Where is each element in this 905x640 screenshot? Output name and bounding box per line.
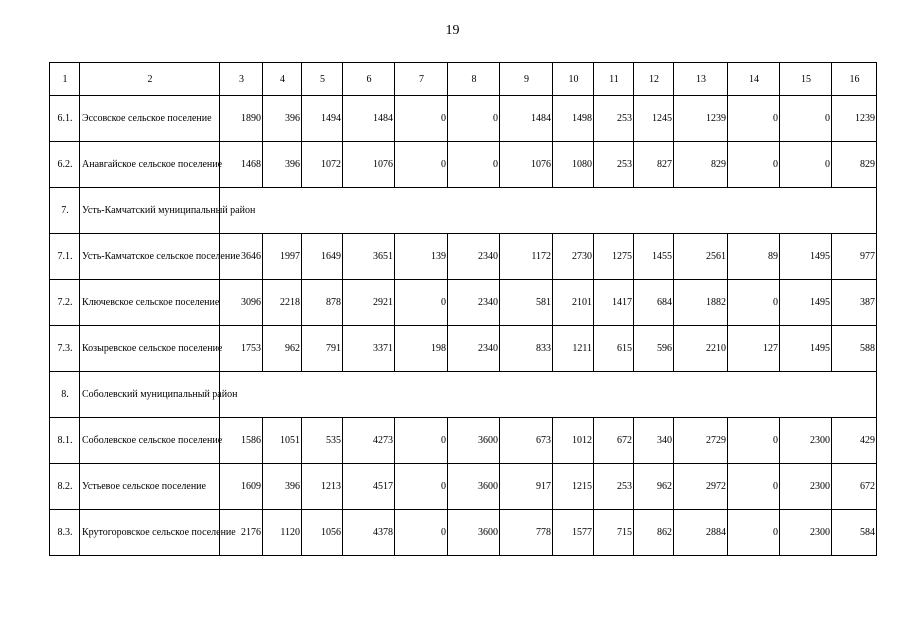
cell-col-5: 1072 <box>302 142 343 188</box>
row-code: 7.2. <box>50 280 80 326</box>
table-row <box>50 418 877 464</box>
cell-col-11: 615 <box>594 326 634 372</box>
cell-col-7: 0 <box>395 418 448 464</box>
cell-col-15: 2300 <box>780 418 832 464</box>
row-name: Усть-Камчатское сельское поселение <box>80 234 220 280</box>
column-number-6: 6 <box>343 63 395 96</box>
cell-col-16: 1239 <box>832 96 877 142</box>
cell-col-8: 3600 <box>448 418 500 464</box>
column-number-10: 10 <box>553 63 594 96</box>
cell-col-9: 778 <box>500 510 553 556</box>
row-code: 7.1. <box>50 234 80 280</box>
cell-col-10: 1080 <box>553 142 594 188</box>
cell-col-5: 1494 <box>302 96 343 142</box>
cell-col-10: 2730 <box>553 234 594 280</box>
cell-col-16: 429 <box>832 418 877 464</box>
cell-col-4: 962 <box>263 326 302 372</box>
page-number: 19 <box>445 23 460 38</box>
column-number-11: 11 <box>594 63 634 96</box>
cell-col-6: 3651 <box>343 234 395 280</box>
cell-col-13: 829 <box>674 142 728 188</box>
cell-col-14: 0 <box>728 142 780 188</box>
cell-col-6: 4517 <box>343 464 395 510</box>
column-number-3: 3 <box>220 63 263 96</box>
table-row <box>50 510 877 556</box>
cell-col-10: 1012 <box>553 418 594 464</box>
column-number-14: 14 <box>728 63 780 96</box>
row-name: Соболевское сельское поселение <box>80 418 220 464</box>
row-name: Крутогоровское сельское поселение <box>80 510 220 556</box>
row-code: 8.2. <box>50 464 80 510</box>
row-name: Эссовское сельское поселение <box>80 96 220 142</box>
cell-col-11: 672 <box>594 418 634 464</box>
column-number-8: 8 <box>448 63 500 96</box>
cell-col-15: 1495 <box>780 234 832 280</box>
cell-col-13: 1239 <box>674 96 728 142</box>
row-code: 7.3. <box>50 326 80 372</box>
cell-col-16: 977 <box>832 234 877 280</box>
row-code: 8.3. <box>50 510 80 556</box>
cell-col-12: 827 <box>634 142 674 188</box>
cell-col-13: 2884 <box>674 510 728 556</box>
cell-col-15: 2300 <box>780 464 832 510</box>
cell-col-3: 1586 <box>220 418 263 464</box>
cell-col-16: 588 <box>832 326 877 372</box>
cell-col-6: 4378 <box>343 510 395 556</box>
row-code: 6.1. <box>50 96 80 142</box>
cell-col-3: 1468 <box>220 142 263 188</box>
cell-col-5: 1213 <box>302 464 343 510</box>
cell-col-4: 1120 <box>263 510 302 556</box>
cell-col-11: 1417 <box>594 280 634 326</box>
row-name: Козыревское сельское поселение <box>80 326 220 372</box>
cell-col-15: 1495 <box>780 280 832 326</box>
table-row <box>50 326 877 372</box>
table-row <box>50 280 877 326</box>
column-number-16: 16 <box>832 63 877 96</box>
cell-col-9: 1076 <box>500 142 553 188</box>
row-name: Усть-Камчатский муниципальный район <box>80 188 220 234</box>
table-row <box>50 372 877 418</box>
cell-col-12: 684 <box>634 280 674 326</box>
cell-col-4: 396 <box>263 142 302 188</box>
row-name: Соболевский муниципальный район <box>80 372 220 418</box>
cell-col-14: 0 <box>728 510 780 556</box>
cell-col-15: 0 <box>780 96 832 142</box>
cell-col-6: 2921 <box>343 280 395 326</box>
cell-col-12: 1455 <box>634 234 674 280</box>
cell-col-5: 878 <box>302 280 343 326</box>
row-code: 8.1. <box>50 418 80 464</box>
cell-col-16: 829 <box>832 142 877 188</box>
cell-col-7: 139 <box>395 234 448 280</box>
cell-col-5: 791 <box>302 326 343 372</box>
cell-col-9: 581 <box>500 280 553 326</box>
cell-col-11: 1275 <box>594 234 634 280</box>
cell-col-7: 0 <box>395 464 448 510</box>
table-row <box>50 188 877 234</box>
cell-col-9: 833 <box>500 326 553 372</box>
cell-col-5: 1056 <box>302 510 343 556</box>
cell-col-6: 3371 <box>343 326 395 372</box>
table-row <box>50 234 877 280</box>
cell-col-3: 2176 <box>220 510 263 556</box>
column-number-7: 7 <box>395 63 448 96</box>
cell-col-13: 2210 <box>674 326 728 372</box>
cell-col-14: 127 <box>728 326 780 372</box>
cell-col-4: 396 <box>263 464 302 510</box>
cell-col-8: 0 <box>448 142 500 188</box>
cell-col-14: 0 <box>728 418 780 464</box>
cell-col-15: 0 <box>780 142 832 188</box>
cell-col-8: 2340 <box>448 234 500 280</box>
row-name: Анавгайское сельское поселение <box>80 142 220 188</box>
empty-merged-cell <box>220 188 877 234</box>
cell-col-4: 396 <box>263 96 302 142</box>
column-number-2: 2 <box>80 63 220 96</box>
cell-col-5: 535 <box>302 418 343 464</box>
row-code: 7. <box>50 188 80 234</box>
cell-col-15: 1495 <box>780 326 832 372</box>
cell-col-4: 1051 <box>263 418 302 464</box>
cell-col-9: 917 <box>500 464 553 510</box>
column-number-4: 4 <box>263 63 302 96</box>
data-table <box>49 62 877 556</box>
column-number-5: 5 <box>302 63 343 96</box>
column-number-1: 1 <box>50 63 80 96</box>
table-row <box>50 96 877 142</box>
column-number-13: 13 <box>674 63 728 96</box>
cell-col-13: 1882 <box>674 280 728 326</box>
cell-col-8: 2340 <box>448 280 500 326</box>
cell-col-3: 3096 <box>220 280 263 326</box>
cell-col-10: 2101 <box>553 280 594 326</box>
cell-col-7: 0 <box>395 510 448 556</box>
cell-col-6: 1484 <box>343 96 395 142</box>
cell-col-14: 0 <box>728 464 780 510</box>
cell-col-12: 596 <box>634 326 674 372</box>
table-row <box>50 464 877 510</box>
cell-col-14: 89 <box>728 234 780 280</box>
row-name: Устьевое сельское поселение <box>80 464 220 510</box>
cell-col-12: 340 <box>634 418 674 464</box>
cell-col-13: 2561 <box>674 234 728 280</box>
table-header-row <box>50 63 877 96</box>
row-code: 8. <box>50 372 80 418</box>
cell-col-10: 1577 <box>553 510 594 556</box>
table-row <box>50 142 877 188</box>
row-code: 6.2. <box>50 142 80 188</box>
cell-col-11: 253 <box>594 464 634 510</box>
cell-col-8: 2340 <box>448 326 500 372</box>
cell-col-9: 673 <box>500 418 553 464</box>
cell-col-12: 862 <box>634 510 674 556</box>
cell-col-11: 253 <box>594 142 634 188</box>
cell-col-13: 2729 <box>674 418 728 464</box>
cell-col-10: 1215 <box>553 464 594 510</box>
cell-col-8: 3600 <box>448 510 500 556</box>
cell-col-15: 2300 <box>780 510 832 556</box>
column-number-15: 15 <box>780 63 832 96</box>
cell-col-11: 253 <box>594 96 634 142</box>
cell-col-8: 0 <box>448 96 500 142</box>
cell-col-3: 1890 <box>220 96 263 142</box>
cell-col-6: 4273 <box>343 418 395 464</box>
cell-col-7: 0 <box>395 280 448 326</box>
cell-col-11: 715 <box>594 510 634 556</box>
cell-col-10: 1498 <box>553 96 594 142</box>
column-number-9: 9 <box>500 63 553 96</box>
cell-col-16: 672 <box>832 464 877 510</box>
cell-col-12: 1245 <box>634 96 674 142</box>
cell-col-10: 1211 <box>553 326 594 372</box>
cell-col-7: 198 <box>395 326 448 372</box>
cell-col-8: 3600 <box>448 464 500 510</box>
cell-col-16: 584 <box>832 510 877 556</box>
cell-col-3: 1753 <box>220 326 263 372</box>
cell-col-16: 387 <box>832 280 877 326</box>
cell-col-13: 2972 <box>674 464 728 510</box>
column-number-12: 12 <box>634 63 674 96</box>
cell-col-4: 1997 <box>263 234 302 280</box>
empty-merged-cell <box>220 372 877 418</box>
cell-col-9: 1484 <box>500 96 553 142</box>
cell-col-9: 1172 <box>500 234 553 280</box>
row-name: Ключевское сельское поселение <box>80 280 220 326</box>
cell-col-14: 0 <box>728 96 780 142</box>
cell-col-6: 1076 <box>343 142 395 188</box>
cell-col-7: 0 <box>395 96 448 142</box>
cell-col-3: 3646 <box>220 234 263 280</box>
cell-col-12: 962 <box>634 464 674 510</box>
cell-col-7: 0 <box>395 142 448 188</box>
cell-col-5: 1649 <box>302 234 343 280</box>
cell-col-4: 2218 <box>263 280 302 326</box>
cell-col-14: 0 <box>728 280 780 326</box>
cell-col-3: 1609 <box>220 464 263 510</box>
